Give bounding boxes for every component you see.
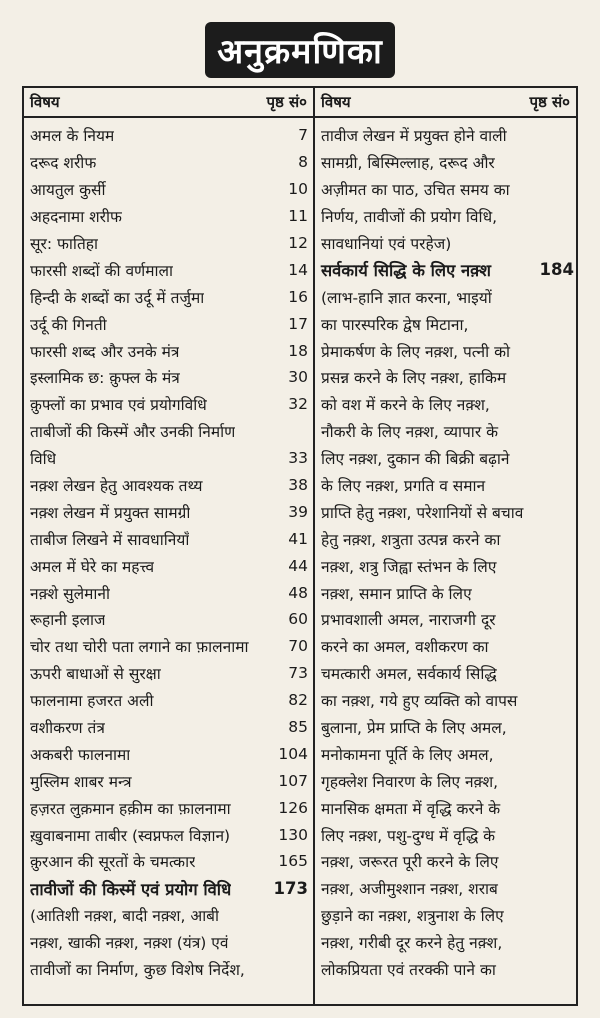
entry-topic: ताबीज लिखने में सावधानियाँ <box>30 530 190 549</box>
entry-page: 7 <box>298 126 308 145</box>
description-line: लिए नक़्श, दुकान की बिक्री बढ़ाने <box>321 450 510 469</box>
entry-page: 104 <box>278 744 308 763</box>
page-title: अनुक्रमणिका <box>205 22 395 78</box>
entry-page: 38 <box>288 476 308 495</box>
description-line: (लाभ-हानि ज्ञात करना, भाइयों <box>321 288 492 307</box>
entry-page: 82 <box>288 691 308 710</box>
entry-page: 16 <box>288 287 308 306</box>
right-column <box>321 122 574 983</box>
entry-topic: उर्दू की गिनती <box>30 315 107 334</box>
description-line: तावीज लेखन में प्रयुक्त होने वाली <box>321 127 507 146</box>
description-line: का पारस्परिक द्वेष मिटाना, <box>321 315 469 334</box>
index-entry <box>30 902 308 929</box>
entry-topic: हिन्दी के शब्दों का उर्दू में तर्जुमा <box>30 288 205 307</box>
index-entry <box>30 552 308 579</box>
entry-page: 73 <box>288 664 308 683</box>
entry-topic: ऊपरी बाधाओं से सुरक्षा <box>30 665 161 684</box>
entry-page: 17 <box>288 314 308 333</box>
description-line: नक़्श, जरूरत पूरी करने के लिए <box>321 853 499 872</box>
index-entry <box>30 122 308 149</box>
entry-topic: सूर: फातिहा <box>30 235 99 253</box>
description-line: प्रभावशाली अमल, नाराजगी दूर <box>321 611 496 630</box>
index-entry <box>30 391 308 418</box>
entry-page: 44 <box>288 556 308 575</box>
entry-topic: फारसी शब्दों की वर्णमाला <box>30 261 174 280</box>
index-entry <box>30 579 308 606</box>
index-entry <box>30 176 308 203</box>
index-entry <box>30 875 308 902</box>
entry-page: 11 <box>288 207 308 226</box>
right-heading-topic: सर्वकार्य सिद्धि के लिए नक़्श <box>321 261 491 281</box>
left-subject-header: विषय <box>30 93 60 111</box>
index-entry <box>30 714 308 741</box>
entry-page: 12 <box>288 234 308 252</box>
description-line: नक़्श, शत्रु जिह्वा स्तंभन के लिए <box>321 557 497 576</box>
index-entry <box>30 310 308 337</box>
entry-topic: हज़रत लुक़मान हक़ीम का फ़ालनामा <box>30 799 231 818</box>
description-line: लिए नक़्श, पशु-दुग्ध में वृद्धि के <box>321 826 496 845</box>
entry-page: 60 <box>288 610 308 629</box>
description-line: मनोकामना पूर्ति के लिए अमल, <box>321 745 494 764</box>
index-entry <box>30 794 308 821</box>
entry-topic: फालनामा हजरत अली <box>30 692 154 711</box>
description-line: प्रसन्न करने के लिए नक़्श, हाकिम <box>321 369 507 388</box>
description-line: लोकप्रियता एवं तरक्की पाने का <box>321 961 496 980</box>
entry-topic: फारसी शब्द और उनके मंत्र <box>30 342 180 361</box>
entry-topic: ताबीजों की किस्में और उनकी निर्माण <box>30 423 236 442</box>
index-entry <box>30 337 308 364</box>
entry-topic: तावीजों की किस्में एवं प्रयोग विधि <box>30 879 232 899</box>
entry-topic: अमल में घेरे का महत्त्व <box>30 557 155 576</box>
index-entry <box>30 740 308 767</box>
index-entry <box>30 821 308 848</box>
column-divider <box>313 88 315 1004</box>
index-entry <box>30 929 308 956</box>
left-page-header: पृष्ठ सं० <box>266 93 307 111</box>
index-entry <box>30 283 308 310</box>
entry-page: 173 <box>273 878 308 898</box>
index-entry <box>30 660 308 687</box>
description-line: नक़्श, समान प्राप्ति के लिए <box>321 584 472 603</box>
index-entry <box>30 956 308 983</box>
entry-topic: नक़्श, खाकी नक़्श, नक़्श (यंत्र) एवं <box>30 934 229 953</box>
entry-page: 8 <box>298 153 308 172</box>
description-line: छुड़ाने का नक़्श, शत्रुनाश के लिए <box>321 907 504 926</box>
entry-topic: चोर तथा चोरी पता लगाने का फ़ालनामा <box>30 638 249 657</box>
index-entry <box>30 848 308 875</box>
description-line: नौकरी के लिए नक़्श, व्यापार के <box>321 423 498 442</box>
description-line: बुलाना, प्रेम प्राप्ति के लिए अमल, <box>321 719 507 738</box>
description-line: गृहक्लेश निवारण के लिए नक़्श, <box>321 772 499 791</box>
description-line: का नक़्श, गये हुए व्यक्ति को वापस <box>321 692 518 711</box>
entry-page: 18 <box>288 341 308 360</box>
index-entry <box>30 256 308 283</box>
description-line: सावधानियां एवं परहेज) <box>321 235 452 253</box>
index-entry <box>30 418 308 445</box>
entry-page: 10 <box>288 180 308 199</box>
description-line: करने का अमल, वशीकरण का <box>321 638 489 657</box>
left-column-header <box>24 88 313 118</box>
entry-topic: नक़्श लेखन में प्रयुक्त सामग्री <box>30 503 191 522</box>
entry-page: 130 <box>278 825 308 844</box>
right-heading-page: 184 <box>539 260 574 280</box>
index-entry <box>30 203 308 230</box>
index-entry <box>30 364 308 391</box>
entry-page: 39 <box>288 502 308 521</box>
index-entry <box>30 687 308 714</box>
description-line: चमत्कारी अमल, सर्वकार्य सिद्धि <box>321 665 497 684</box>
right-continued-lines <box>321 122 574 256</box>
entry-topic: (आतिशी नक़्श, बादी नक़्श, आबी <box>30 907 220 926</box>
entry-page: 48 <box>288 583 308 602</box>
description-line: अज़ीमत का पाठ, उचित समय का <box>321 181 510 200</box>
entry-topic: रूहानी इलाज <box>30 611 106 630</box>
right-description-lines <box>321 283 574 982</box>
index-entry <box>30 445 308 472</box>
description-line: नक़्श, गरीबी दूर करने हेतु नक़्श, <box>321 934 503 953</box>
index-table <box>22 86 578 1006</box>
index-entry <box>30 472 308 499</box>
index-entry <box>30 525 308 552</box>
entry-topic: ख़ुवाबनामा ताबीर (स्वप्नफल विज्ञान) <box>30 826 231 845</box>
right-page-header: पृष्ठ सं० <box>529 93 570 111</box>
description-line: के लिए नक़्श, प्रगति व समान <box>321 477 486 496</box>
entry-topic: वशीकरण तंत्र <box>30 719 105 738</box>
entry-topic: आयतुल कुर्सी <box>30 181 106 200</box>
entry-page: 165 <box>278 852 308 871</box>
index-entry <box>30 606 308 633</box>
entry-topic: मुस्लिम शाबर मन्त्र <box>30 772 132 791</box>
entry-topic: अमल के नियम <box>30 127 115 146</box>
entry-topic: दरूद शरीफ <box>30 154 97 173</box>
index-entry <box>30 767 308 794</box>
right-column-header <box>315 88 576 118</box>
description-line: को वश में करने के लिए नक़्श, <box>321 396 490 415</box>
right-subject-header: विषय <box>321 93 351 111</box>
entry-topic: नक़्श लेखन हेतु आवश्यक तथ्य <box>30 477 203 496</box>
entry-topic: नक़्शे सुलेमानी <box>30 584 110 603</box>
entry-page: 70 <box>288 637 308 656</box>
entry-topic: इस्लामिक छ: क़ुफ्ल के मंत्र <box>30 369 180 388</box>
index-entry <box>30 633 308 660</box>
left-column <box>30 122 308 983</box>
entry-topic: तावीजों का निर्माण, कुछ विशेष निर्देश, <box>30 961 245 980</box>
description-line: प्रेमाकर्षण के लिए नक़्श, पत्नी को <box>321 342 511 361</box>
entry-topic: अहदनामा शरीफ <box>30 208 122 227</box>
description-line: निर्णय, तावीजों की प्रयोग विधि, <box>321 208 498 227</box>
index-entry <box>30 149 308 176</box>
entry-topic: अकबरी फालनामा <box>30 745 131 764</box>
entry-page: 14 <box>288 260 308 279</box>
description-line: मानसिक क्षमता में वृद्धि करने के <box>321 799 501 818</box>
description-line: प्राप्ति हेतु नक़्श, परेशानियों से बचाव <box>321 503 524 522</box>
right-heading-entry <box>321 256 574 283</box>
description-line: नक़्श, अजीमुश्शान नक़्श, शराब <box>321 880 498 899</box>
description-line: सामग्री, बिस्मिल्लाह, दरूद और <box>321 154 495 173</box>
index-entry <box>30 498 308 525</box>
index-entry <box>30 230 308 257</box>
entry-page: 30 <box>288 368 308 387</box>
entry-topic: क़ुरआन की सूरतों के चमत्कार <box>30 853 196 872</box>
entry-page: 32 <box>288 395 308 414</box>
entry-topic: क़ुफ्लों का प्रभाव एवं प्रयोगविधि <box>30 396 207 415</box>
entry-topic: विधि <box>30 450 57 469</box>
entry-page: 33 <box>288 449 308 468</box>
entry-page: 126 <box>278 798 308 817</box>
description-line: हेतु नक़्श, शत्रुता उत्पन्न करने का <box>321 530 501 549</box>
entry-page: 107 <box>278 771 308 790</box>
entry-page: 85 <box>288 718 308 737</box>
entry-page: 41 <box>288 529 308 548</box>
